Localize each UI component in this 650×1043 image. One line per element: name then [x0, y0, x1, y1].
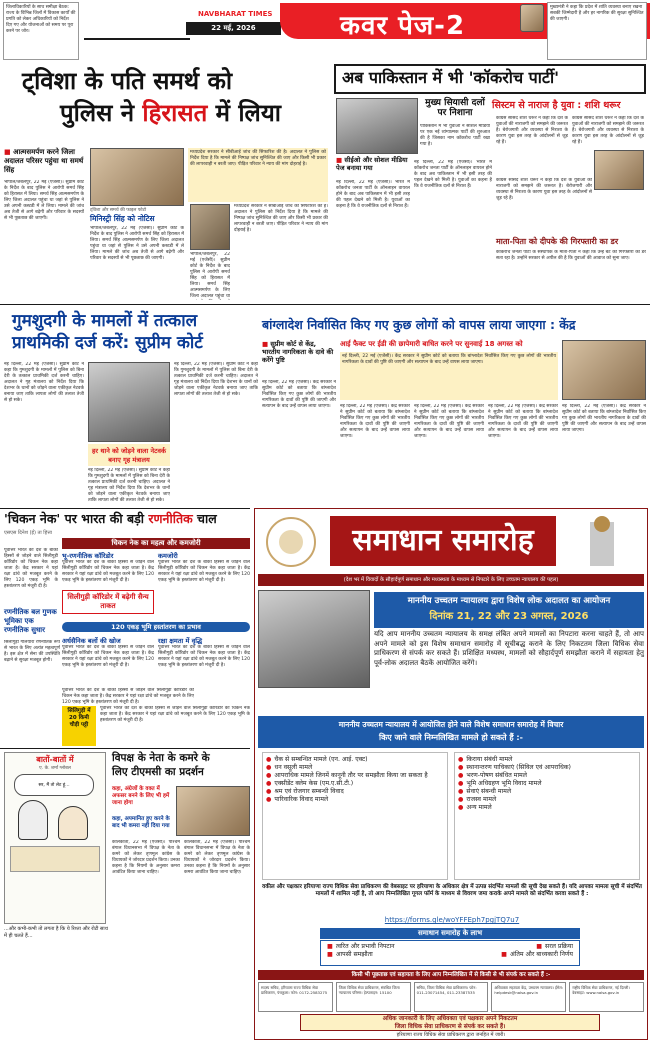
ed-raid-box: नई दिल्ली, 22 मई (एजेंसी)। केंद्र सरकार ने सुप्रीम कोर्ट को बताया कि बांग्लादेश निर्वासित किए गए कुछ लोगों की भारतीय नागरिकता के दावों की पुष्टि की जाएगी और सत्यापन के बाद उन्हें वापस लाया जाएगा।: [340, 352, 558, 400]
footer-box: [300, 1014, 600, 1031]
types-left-2: ● आपराधिक मामले जिनमें कानूनी तौर पर समझौता किया जा सकता है: [266, 772, 428, 779]
missing-headline-1: गुमशुदगी के मामलों में तत्काल: [12, 311, 198, 331]
types-right-text: किराया संबंधी मामले: [466, 756, 513, 763]
types-right-text: राजस्व मामले: [466, 796, 497, 803]
chicken-body-7: पूर्वोत्तर भारत को देश के बाकी हिस्सों से जोड़ने वाले सिलीगुड़ी कॉरिडोर को चिकन नेक कहा जाता है। केंद्र सरकार ने यहां रक्षा ढांचे को मजबूत करने के लिए 120 एकड़ भूमि के हस्तांतरण को मंजूरी दी है।: [100, 706, 250, 723]
types-headline-box: [258, 716, 644, 748]
court-headline-2: दिनांक 21, 22 और 23 अगस्त, 2026: [429, 611, 589, 622]
missing-headline-2: प्राथमिकी दर्ज करें: सुप्रीम कोर्ट: [12, 333, 203, 353]
sidebar-body: सिलीगुड़ी गलियारा रणनीतिक रूप से भारत के लिए अत्यंत महत्वपूर्ण है। इस क्षेत्र में सेना की उपस्थिति बढ़ाने से सुरक्षा मजबूत होगी।: [4, 640, 60, 663]
benefits-headline: समाधान समारोह के लाभ: [320, 928, 580, 939]
chicken-body-2: पूर्वोत्तर भारत को देश के बाकी हिस्सों से जोड़ने वाले सिलीगुड़ी कॉरिडोर को चिकन नेक कहा जाता है। केंद्र सरकार ने यहां रक्षा ढांचे को मजबूत करने के लिए 120 एकड़ भूमि के हस्तांतरण को मंजूरी दी है।: [62, 560, 154, 583]
types-right-2: ● भरण-पोषण संबंधित मामले: [458, 772, 527, 779]
contact-4: राष्ट्रीय विधिक सेवा प्राधिकरण, नई दिल्ली। वेबसाइट: www.nalsa.gov.in: [569, 982, 644, 1012]
types-right-text: सेवाएं संबन्धी मामले: [466, 788, 512, 795]
lead-headline-line2: [60, 100, 320, 128]
types-left-text: पारिवारिक विवाद मामले: [274, 796, 329, 803]
contact-bar: किसी भी पूछताछ एवं सहायता के लिए आप निम्नलिखित में से किसी से भी संपर्क कर सकते हैं :-: [258, 970, 644, 980]
lead-body-col3: मध्यप्रदेश सरकार ने सीबीआई जांच की सिफारिश की है। अदालत ने पुलिस को निर्देश दिया है कि मामले की निष्पक्ष जांच सुनिश्चित की जाए और किसी भी प्रकार की लापरवाही न बरती जाए। पीड़ित परिवार ने न्याय की मांग दोहराई है।: [234, 204, 328, 233]
types-right-3: ● भूमि अधिग्रहण भूमि विवाद मामले: [458, 780, 542, 787]
types-right-text: अन्य मामले: [466, 804, 492, 811]
cartoon-title: बातों-बातों में: [36, 755, 74, 764]
cartoon-caption: ...और कभी-कभी तो लगता है कि ये रिश्ता और रोटी साथ में ही चलते हैं...: [4, 926, 108, 939]
chicken-headline-highlight: रणनीतिक: [148, 511, 193, 526]
chicken-body-5: पूर्वोत्तर भारत को देश के बाकी हिस्सों से जोड़ने वाले सिलीगुड़ी कॉरिडोर को चिकन नेक कहा जाता है। केंद्र सरकार ने यहां रक्षा ढांचे को मजबूत करने के लिए 120 एकड़ भूमि के हस्तांतरण को मंजूरी दी है।: [158, 645, 250, 668]
chicken-body-4: पूर्वोत्तर भारत को देश के बाकी हिस्सों से जोड़ने वाले सिलीगुड़ी कॉरिडोर को चिकन नेक कहा जाता है। केंद्र सरकार ने यहां रक्षा ढांचे को मजबूत करने के लिए 120 एकड़ भूमि के हस्तांतरण को मंजूरी दी है।: [62, 645, 154, 668]
bangladesh-subhead: ■ सुप्रीम कोर्ट से केंद्र, भारतीय नागरिकता के दावे की करेंगे पुष्टि: [262, 340, 334, 364]
types-right-text: भूमि अधिग्रहण भूमि विवाद मामले: [466, 780, 542, 787]
chicken-headline: [4, 512, 252, 526]
tharoor-headline: सिस्टम से नाराज है युवा : शशि थरूर: [492, 100, 621, 111]
tharoor-body-1: कांग्रेस सांसद शशि थरूर ने कहा कि देश के युवाओं की नाराजगी को समझने की जरूरत है। बेरोजगारी और व्यवस्था से निराशा के कारण युवा इस तरह के आंदोलनों से जुड़ रहे हैं।: [496, 116, 568, 145]
types-right-text: स्थानान्तरण याचिकाएं (सिविल एवं आपराधिक): [466, 764, 571, 771]
benefit-1: ■ आपसी समझौता: [327, 951, 373, 958]
types-left-5: ● पारिवारिक विवाद मामले: [266, 796, 329, 803]
paper-name: NAVBHARAT TIMES: [198, 10, 273, 18]
cockroach-body-2a: नई दिल्ली, 22 मई (एजेंसी)। भारत में कॉकरोच जनता पार्टी के ऑनलाइन वायरल होने के बाद अब पाकिस्तान में भी इसी तरह की पहल देखने को मिली है। युवाओं का कहना है कि वे राजनीतिक दलों से निराश हैं।: [336, 180, 410, 209]
benefits-box: [320, 940, 580, 966]
lead-headline-line1: ट्विशा के पति समर्थ को: [22, 67, 233, 95]
google-form-link[interactable]: https://forms.gle/woYFFEph7pgjTQ7u7: [384, 916, 520, 924]
section-divider: [0, 304, 650, 305]
cockroach-body-2b: नई दिल्ली, 22 मई (एजेंसी)। भारत में कॉकरोच जनता पार्टी के ऑनलाइन वायरल होने के बाद अब पाकिस्तान में भी इसी तरह की पहल देखने को मिली है। युवाओं का कहना है कि वे राजनीतिक दलों से निराश हैं।: [414, 160, 492, 189]
cockroach-body-1: पाकिस्तान में भी युवाओं ने सोशल मीडिया पर एक नई व्यंग्यात्मक पार्टी की शुरुआत की है जिसका नाम कॉकरोच पार्टी रखा गया है।: [420, 124, 490, 147]
benefits-row-1: [327, 943, 573, 951]
lead-highlight-box: मध्यप्रदेश सरकार ने सीबीआई जांच की सिफारिश की है। अदालत ने पुलिस को निर्देश दिया है कि मामले की निष्पक्ष जांच सुनिश्चित की जाए और किसी भी प्रकार की लापरवाही न बरती जाए। पीड़ित परिवार ने न्याय की मांग दोहराई है।: [188, 148, 328, 202]
bangladesh-subhead-text: सुप्रीम कोर्ट से केंद्र, भारतीय नागरिकता के दावे की करेंगे पुष्टि: [262, 340, 334, 364]
bangladesh-photo: [562, 340, 646, 400]
chicken-body-6: पूर्वोत्तर भारत को देश के बाकी हिस्सों से जोड़ने वाले सिलीगुड़ी कॉरिडोर को चिकन नेक कहा जाता है। केंद्र सरकार ने यहां रक्षा ढांचे को मजबूत करने के लिए 120 एकड़ भूमि के हस्तांतरण को मंजूरी दी है।: [62, 688, 194, 704]
types-left-4: ● श्रम एवं रोजगार सम्बन्धी विवाद: [266, 788, 344, 795]
lead-subhead: ■ आत्मसमर्पण करने जिला अदालत परिसर पहुंचा था समर्थ सिंह: [4, 148, 84, 174]
types-list-right: [454, 752, 640, 880]
cartoon-figure-1: [18, 800, 48, 840]
tmc-headline-1: विपक्ष के नेता के कमरे के: [112, 752, 210, 764]
benefits-row-2: [327, 951, 573, 959]
issue-date: 22 मई, 2026: [186, 22, 281, 35]
samadhan-red-line: (देश भर में विवादों के सौहार्दपूर्ण समाधान और मध्यस्थता के माध्यम से निपटारे के लिए उच्चतम न्यायालय की पहल): [258, 574, 644, 586]
cm-portrait: [520, 4, 544, 32]
chicken-col-b-head: कमजोरी: [158, 552, 178, 560]
types-left-3: ● एक्सीडेंट क्लेम केस (एम.ए.सी.टी.): [266, 780, 354, 787]
contact-2: सचिव, जिला विधिक सेवा प्राधिकरण। फोन: 011-23071454, 011-23387535: [414, 982, 489, 1012]
emblem-left: [256, 512, 326, 572]
types-left-1: ● धन वसूली मामले: [266, 764, 313, 771]
chicken-dark-bar: चिकन नेक का महत्व और कमजोरी: [62, 538, 250, 549]
lead-body-col4: भोपाल/जबलपुर, 22 मई (एजेंसी)। सुप्रीम कोर्ट के निर्देश के बाद पुलिस ने आरोपी समर्थ सिंह को हिरासत में लिया। समर्थ सिंह आत्मसमर्पण के लिए जिला अदालत पहुंचा था: [190, 252, 230, 299]
sidebar-title: रणनीतिक बल गुणक भूमिका एक रणनीतिक सुधार: [4, 608, 57, 634]
court-headline-1: माननीय उच्चतम न्यायालय द्वारा विशेष लोक अदालत का आयोजन: [407, 596, 611, 606]
missing-body-3: नई दिल्ली, 22 मई (एजेंसी)। सुप्रीम कोर्ट ने कहा कि गुमशुदगी के मामलों में पुलिस को बिना देरी के तत्काल प्राथमिकी दर्ज करनी चाहिए। अदालत ने गृह मंत्रालय को निर्देश दिया कि देशभर के थानों को जोड़ने वाला एकीकृत नेटवर्क बनाया जाए ताकि लापता लोगों की तलाश तेजी से हो सके।: [174, 362, 258, 397]
chicken-pill: 120 एकड़ भूमि हस्तांतरण का प्रभाव: [62, 622, 250, 632]
lead-subhead-text: आत्मसमर्पण करने जिला अदालत परिसर पहुंचा था समर्थ सिंह: [4, 148, 84, 174]
chicken-col-c-head: अर्धसैनिक बलों की खोज: [62, 637, 121, 645]
types-headline-1: माननीय उच्चतम न्यायालय में आयोजित होने वाले विशेष समाधान समारोह में विचार: [338, 720, 564, 729]
tmc-headline-2: लिए टीएमसी का प्रदर्शन: [112, 766, 204, 778]
benefit-text: त्वरित और प्रभावी निपटान: [335, 943, 395, 950]
cartoon-table: [10, 846, 100, 872]
bangladesh-body-1: नई दिल्ली, 22 मई (एजेंसी)। केंद्र सरकार ने सुप्रीम कोर्ट को बताया कि बांग्लादेश निर्वासित किए गए कुछ लोगों की भारतीय नागरिकता के दावों की पुष्टि की जाएगी और सत्यापन के बाद उन्हें वापस लाया जाएगा।: [262, 380, 336, 409]
types-left-text: धन वसूली मामले: [274, 764, 313, 771]
tmc-speech-1: कहा, अंग्रेजों के वक्त में अफसर बनने के लिए भी हमें जाना होगा: [112, 786, 170, 806]
types-left-text: चैक से सम्बन्धित मामले (एन. आई. एक्ट): [274, 756, 368, 763]
types-left-text: एक्सीडेंट क्लेम केस (एम.ए.सी.टी.): [274, 780, 354, 787]
footer-line-1: अधिक जानकारी के लिए अधिवक्ता एवं पक्षकार अपने निकटतम: [382, 1016, 518, 1022]
bangladesh-body-4: नई दिल्ली, 22 मई (एजेंसी)। केंद्र सरकार ने सुप्रीम कोर्ट को बताया कि बांग्लादेश निर्वासित किए गए कुछ लोगों की भारतीय नागरिकता के दावों की पुष्टि की जाएगी और सत्यापन के बाद उन्हें वापस लाया जाएगा।: [488, 404, 558, 439]
lead-photo: [90, 148, 184, 206]
tmc-body-2: कोलकाता, 22 मई (एजेंसी)। पश्चिम बंगाल विधानसभा में विपक्ष के नेता के कमरे को लेकर तृणमूल कांग्रेस के विधायकों ने जोरदार प्रदर्शन किया। उनका कहना है कि नियमों के अनुसार कमरा आवंटित किया जाना चाहिए।: [184, 840, 250, 875]
tharoor-body-2: कांग्रेस सांसद शशि थरूर ने कहा कि देश के युवाओं की नाराजगी को समझने की जरूरत है। बेरोजगारी और व्यवस्था से निराशा के कारण युवा इस तरह के आंदोलनों से जुड़ रहे हैं।: [572, 116, 644, 145]
contacts-row: [258, 982, 644, 1012]
chicken-headline-part: 'चिकन नेक' पर भारत की बड़ी: [4, 511, 149, 526]
cockroach-sub-1: मुख्य सियासी दलों पर निशाना: [425, 98, 485, 119]
left-corner-brief: जिलाधिकारियों के साथ समीक्षा बैठक: राज्य के विभिन्न जिलों में विकास कार्यों की प्रगति को लेकर अधिकारियों को निर्देश दिए गए और योजनाओं को समय पर पूरा करने पर जोर।: [3, 2, 79, 60]
lead-headline-highlight: हिरासत: [142, 99, 208, 127]
page-title: कवर पेज-2: [340, 11, 466, 41]
bangladesh-body-3: नई दिल्ली, 22 मई (एजेंसी)। केंद्र सरकार ने सुप्रीम कोर्ट को बताया कि बांग्लादेश निर्वासित किए गए कुछ लोगों की भारतीय नागरिकता के दावों की पुष्टि की जाएगी और सत्यापन के बाद उन्हें वापस लाया जाएगा।: [414, 404, 484, 439]
cockroach-sub-2: ■ सीईओ और सोशल मीडिया पेज बनाया गया: [336, 156, 408, 172]
supreme-court-building: [258, 590, 370, 688]
bangladesh-headline: बांग्लादेश निर्वासित किए गए कुछ लोगों को वापस लाया जाएगा : केंद्र: [262, 317, 576, 332]
cockroach-sub-2-text: सीईओ और सोशल मीडिया पेज बनाया गया: [336, 156, 408, 172]
contact-3: अधिवक्ता सहायता केंद्र, उच्चतम न्यायालय। ईमेल: helpdesk@nalsa.gov.in: [491, 982, 566, 1012]
types-right-6: ● अन्य मामले: [458, 804, 492, 811]
ed-raid-headline: आई फैक्ट पर ईडी की छापेमारी बाधित करने पर सुनवाई 18 अगस्त को: [340, 340, 523, 348]
tharoor-photo: [594, 150, 644, 190]
lead-body-col2: भोपाल/जबलपुर, 22 मई (एजेंसी)। सुप्रीम कोर्ट के निर्देश के बाद पुलिस ने आरोपी समर्थ सिंह को हिरासत में लिया। समर्थ सिंह आत्मसमर्पण के लिए जिला अदालत पहुंचा था जहां से पुलिस ने उसे अपनी कस्टडी में ले लिया। मामले की जांच अब तेजी से आगे बढ़ेगी और परिवार के सदस्यों से भी पूछताछ की जाएगी।: [90, 226, 184, 261]
lead-photo-2: [190, 204, 230, 250]
section-divider-3: [0, 748, 250, 749]
bangladesh-body-2: नई दिल्ली, 22 मई (एजेंसी)। केंद्र सरकार ने सुप्रीम कोर्ट को बताया कि बांग्लादेश निर्वासित किए गए कुछ लोगों की भारतीय नागरिकता के दावों की पुष्टि की जाएगी और सत्यापन के बाद उन्हें वापस लाया जाएगा।: [340, 404, 410, 439]
types-list-left: [262, 752, 448, 880]
lead-headline-part: में लिया: [207, 99, 281, 127]
types-right-1: ● स्थानान्तरण याचिकाएं (सिविल एवं आपराधिक): [458, 764, 571, 771]
types-right-text: भरण-पोषण संबंधित मामले: [466, 772, 527, 779]
footer-line-2: जिला विधिक सेवा प्राधिकरण से संपर्क कर सकते हैं।: [394, 1024, 506, 1030]
types-left-text: श्रम एवं रोजगार सम्बन्धी विवाद: [274, 788, 344, 795]
cockroach-photo-1: [336, 98, 418, 154]
masthead-left-rule: [84, 2, 190, 40]
section-divider-2: [0, 508, 250, 509]
benefit-text: सरल प्रक्रिया: [545, 943, 573, 950]
cartoon-speech-bubble: सर, मैं तो लेट हूं...: [14, 774, 94, 796]
footer-bottom-line: हरियाणा राज्य विधिक सेवा प्राधिकरण द्वारा जनहित में जारी।: [396, 1032, 506, 1038]
chicken-col-d-head: रक्षा क्षमता में वृद्धि: [158, 637, 203, 645]
supreme-court-photo: [88, 362, 170, 442]
benefit-3: ■ अंतिम और बाध्यकारी निर्णय: [501, 951, 573, 958]
benefit-2: ■ सरल प्रक्रिया: [536, 943, 573, 950]
website-text: वकील और पक्षकार हरियाणा राज्य विधिक सेवा प्राधिकरण की वेबसाइट पर हरियाणा के अधिकार क्षेत्र में उत्पन्न संदर्भित मामलों की सूची देख सकते हैं। यदि आपका मामला सूची में संदर्भित मामलों में शामिल नहीं है, तो आप निम्नलिखित गूगल फॉर्म के माध्यम से विवरण जमा कराके अपने मामले को संदर्भित करवा सकते हैं :: [262, 884, 642, 898]
chicken-body-3: पूर्वोत्तर भारत को देश के बाकी हिस्सों से जोड़ने वाले सिलीगुड़ी कॉरिडोर को चिकन नेक कहा जाता है। केंद्र सरकार ने यहां रक्षा ढांचे को मजबूत करने के लिए 120 एकड़ भूमि के हस्तांतरण को मंजूरी दी है।: [158, 560, 250, 583]
mata-body: कॉकरोच जनता पार्टी के संस्थापक के माता-पिता ने कहा कि उन्हें बेटे की गिरफ्तारी का डर सता रहा है। उन्होंने सरकार से अपील की है कि युवाओं की आवाज को सुना जाए।: [496, 250, 646, 261]
court-body: यदि आप माननीय उच्चतम न्यायालय के समक्ष लंबित अपने मामलों का निपटारा करना चाहते हैं, तो आप अपने मामले को इस विशेष समाधान समारोह में सूचीबद्ध कराने के लिए निकटतम जिला विधिक सेवा प्राधिकरण से संपर्क कर सकते हैं। प्रशिक्षित मध्यस्थ, मामलों को सौहार्दपूर्ण समझौता कराने में सहायता हेतु पूर्व-लोक अदालत बैठकें आयोजित करेंगे।: [374, 630, 644, 667]
lead-subhead-2: मिनिस्ट्री सिंह को नोटिस: [90, 214, 155, 223]
benefit-0: ■ त्वरित और प्रभावी निपटान: [327, 943, 395, 950]
types-left-text: आपराधिक मामले जिनमें कानूनी तौर पर समझौता किया जा सकता है: [274, 772, 428, 779]
types-right-0: ● किराया संबंधी मामले: [458, 756, 513, 763]
tmc-speech-2: कहा, अपमानित हुए करने के बाद भी कमरा नहीं दिया गया: [112, 816, 170, 829]
missing-body-2: नई दिल्ली, 22 मई (एजेंसी)। सुप्रीम कोर्ट ने कहा कि गुमशुदगी के मामलों में पुलिस को बिना देरी के तत्काल प्राथमिकी दर्ज करनी चाहिए। अदालत ने गृह मंत्रालय को निर्देश दिया कि देशभर के थानों को जोड़ने वाला एकीकृत नेटवर्क बनाया जाए ताकि लापता लोगों की तलाश तेजी से हो सके।: [88, 468, 170, 503]
chicken-byline: एसएस दिनेश (ई) ता हित्ता: [4, 530, 52, 536]
tmc-photo: [176, 786, 250, 836]
lead-body-col1: भोपाल/जबलपुर, 22 मई (एजेंसी)। सुप्रीम कोर्ट के निर्देश के बाद पुलिस ने आरोपी समर्थ सिंह को हिरासत में लिया। समर्थ सिंह आत्मसमर्पण के लिए जिला अदालत पहुंचा था जहां से पुलिस ने उसे अपनी कस्टडी में ले लिया। मामले की जांच अब तेजी से आगे बढ़ेगी और परिवार के सदस्यों से भी पूछताछ की जाएगी।: [4, 180, 84, 221]
chicken-red-box: सिलीगुड़ी कॉरिडोर में बढ़ेगी सैन्य ताकत: [62, 590, 154, 614]
types-headline-2: किए जाने वाले निम्नलिखित मामले हो सकते हैं :-: [379, 733, 523, 742]
court-headline-box: [374, 592, 644, 628]
chicken-body-1: पूर्वोत्तर भारत को देश के बाकी हिस्सों से जोड़ने वाले सिलीगुड़ी कॉरिडोर को चिकन नेक कहा जाता है। केंद्र सरकार ने यहां रक्षा ढांचे को मजबूत करने के लिए 120 एकड़ भूमि के हस्तांतरण को मंजूरी दी है।: [4, 548, 58, 589]
tmc-body-1: कोलकाता, 22 मई (एजेंसी)। पश्चिम बंगाल विधानसभा में विपक्ष के नेता के कमरे को लेकर तृणमूल कांग्रेस के विधायकों ने जोरदार प्रदर्शन किया। उनका कहना है कि नियमों के अनुसार कमरा आवंटित किया जाना चाहिए।: [112, 840, 180, 875]
contact-1: जिला विधिक सेवा प्राधिकरण, संबंधित जिला न्यायालय परिसर। हेल्पलाइन: 15100: [336, 982, 411, 1012]
types-right-4: ● सेवाएं संबन्धी मामले: [458, 788, 512, 795]
tharoor-body-3: कांग्रेस सांसद शशि थरूर ने कहा कि देश के युवाओं की नाराजगी को समझने की जरूरत है। बेरोजगारी और व्यवस्था से निराशा के कारण युवा इस तरह के आंदोलनों से जुड़ रहे हैं।: [496, 178, 592, 201]
missing-subhead: हर थाने को जोड़ने वाला नेटवर्क बनाए गृह मंत्रालय: [88, 444, 170, 466]
cockroach-headline: अब पाकिस्तान में भी 'कॉकरोच पार्टी': [342, 68, 560, 87]
emblem-right: [560, 512, 644, 572]
right-corner-brief: मुख्यमंत्री ने कहा कि प्रदेश में शांति व्यवस्था बनाए रखना सबकी जिम्मेदारी है और हर नागरिक की सुरक्षा सुनिश्चित की जाएगी।: [547, 2, 647, 60]
cartoon-figure-2: [58, 806, 88, 840]
bangladesh-body-5: नई दिल्ली, 22 मई (एजेंसी)। केंद्र सरकार ने सुप्रीम कोर्ट को बताया कि बांग्लादेश निर्वासित किए गए कुछ लोगों की भारतीय नागरिकता के दावों की पुष्टि की जाएगी और सत्यापन के बाद उन्हें वापस लाया जाएगा।: [562, 404, 646, 433]
mata-headline: माता-पिता को दीपके की गिरफ्तारी का डर: [496, 237, 619, 246]
lead-headline-part: पुलिस ने: [60, 99, 143, 127]
chicken-headline-part: चाल: [192, 511, 217, 526]
cartoon-byline: ए. के. शर्मा ग्लोबल: [39, 766, 71, 771]
contact-0: सदस्य सचिव, हरियाणा राज्य विधिक सेवा प्राधिकरण, पंचकूला। फोन: 0172-2583275: [258, 982, 333, 1012]
types-right-5: ● राजस्व मामले: [458, 796, 497, 803]
benefit-text: अंतिम और बाध्यकारी निर्णय: [510, 951, 573, 958]
samadhan-title: समाधान समारोह: [330, 516, 556, 566]
types-left-0: ● चैक से सम्बन्धित मामले (एन. आई. एक्ट): [266, 756, 368, 763]
lead-photo-caption: ट्विशा और समर्थ की फाइल फोटो: [90, 208, 147, 213]
benefit-text: आपसी समझौता: [335, 951, 373, 958]
missing-body-1: नई दिल्ली, 22 मई (एजेंसी)। सुप्रीम कोर्ट ने कहा कि गुमशुदगी के मामलों में पुलिस को बिना देरी के तत्काल प्राथमिकी दर्ज करनी चाहिए। अदालत ने गृह मंत्रालय को निर्देश दिया कि देशभर के थानों को जोड़ने वाला एकीकृत नेटवर्क बनाया जाए ताकि लापता लोगों की तलाश तेजी से हो सके।: [4, 362, 84, 403]
chicken-yellow-box: सिलिगुड़ी में 20 किमी चौड़ी पट्टी: [62, 706, 96, 746]
chicken-col-a-head: भू-रणनीतिक कॉरिडोर: [62, 552, 114, 560]
